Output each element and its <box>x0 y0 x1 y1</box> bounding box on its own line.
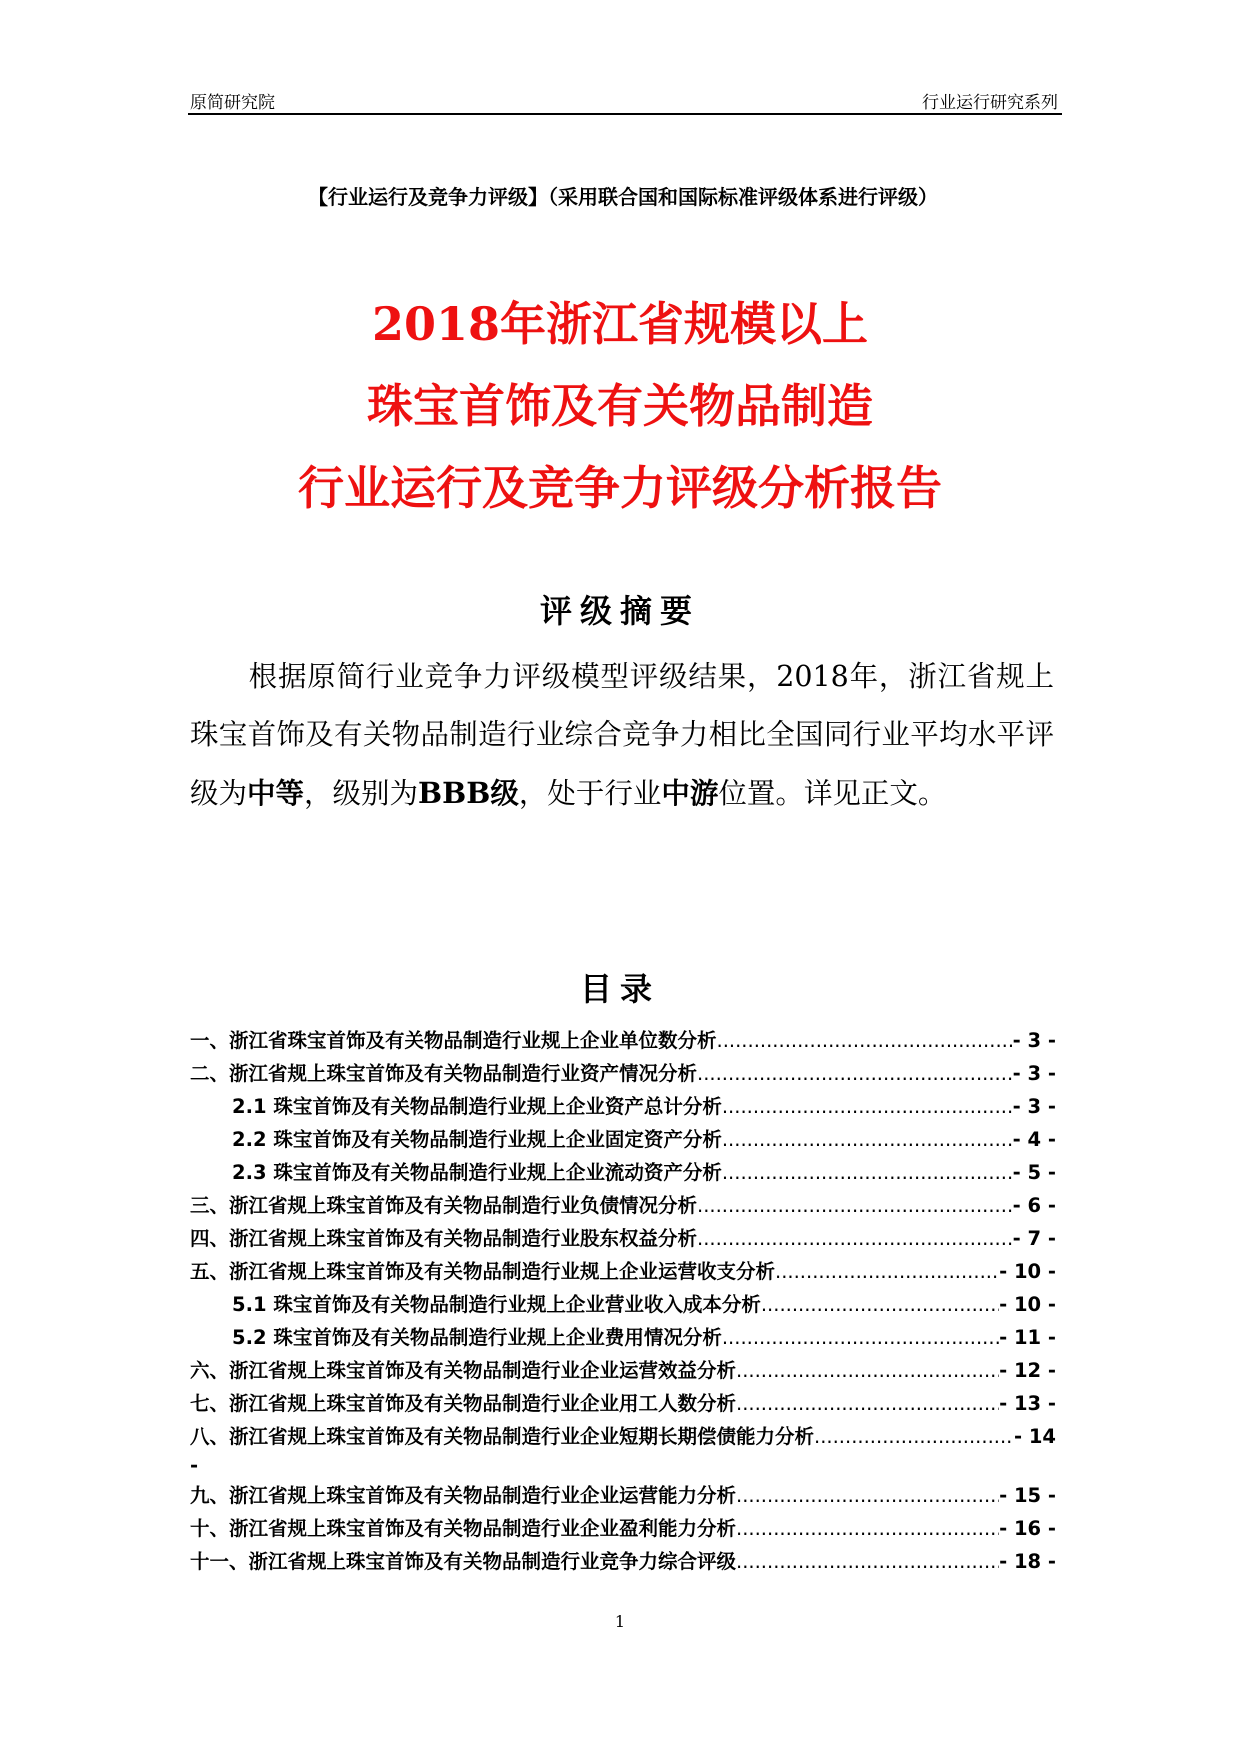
rating-grade: BBB级 <box>418 776 519 810</box>
toc-leader <box>722 1123 1013 1156</box>
toc-item[interactable]: 5.1 珠宝首饰及有关物品制造行业规上企业营业收入成本分析 ..... - 10 - <box>190 1288 1056 1321</box>
title-line-3: 行业运行及竞争力评级分析报告 <box>298 461 942 515</box>
toc-item[interactable]: 2.2 珠宝首饰及有关物品制造行业规上企业固定资产分析 ..... - 4 - <box>190 1123 1056 1156</box>
toc-item[interactable]: 5.2 珠宝首饰及有关物品制造行业规上企业费用情况分析 ..... - 11 - <box>190 1321 1056 1354</box>
toc-leader <box>722 1321 999 1354</box>
toc-item[interactable]: 七、浙江省规上珠宝首饰及有关物品制造行业企业用工人数分析 ..... - 13 - <box>190 1387 1056 1420</box>
abstract-text-2: ，级别为 <box>304 777 419 810</box>
toc-item[interactable]: 十、浙江省规上珠宝首饰及有关物品制造行业企业盈利能力分析 ..... - 16 - <box>190 1512 1056 1545</box>
subtitle: 【行业运行及竞争力评级】（采用联合国和国际标准评级体系进行评级） <box>308 185 938 209</box>
toc-leader <box>697 1057 1013 1090</box>
toc-leader <box>736 1479 999 1512</box>
header-left: 原简研究院 <box>190 93 275 113</box>
toc-leader <box>775 1255 999 1288</box>
toc-leader <box>697 1189 1013 1222</box>
toc-item[interactable]: 二、浙江省规上珠宝首饰及有关物品制造行业资产情况分析 ..... - 3 - <box>190 1057 1056 1090</box>
toc-item[interactable]: 五、浙江省规上珠宝首饰及有关物品制造行业规上企业运营收支分析 ..... - 10 - <box>190 1255 1056 1288</box>
toc-leader <box>736 1354 999 1387</box>
toc-heading: 目录 <box>579 970 660 1008</box>
abstract-paragraph <box>190 648 1054 823</box>
toc-item[interactable]: 四、浙江省规上珠宝首饰及有关物品制造行业股东权益分析 ..... - 7 - <box>190 1222 1056 1255</box>
toc-item[interactable]: 九、浙江省规上珠宝首饰及有关物品制造行业企业运营能力分析 ..... - 15 - <box>190 1479 1056 1512</box>
rating-position: 中游 <box>661 776 719 810</box>
toc-item[interactable]: 六、浙江省规上珠宝首饰及有关物品制造行业企业运营效益分析 ..... - 12 - <box>190 1354 1056 1387</box>
toc-leader <box>814 1420 1014 1453</box>
toc-leader <box>761 1288 999 1321</box>
toc-item[interactable]: 2.1 珠宝首饰及有关物品制造行业规上企业资产总计分析 ..... - 3 - <box>190 1090 1056 1123</box>
page-number: 1 <box>614 1612 626 1631</box>
toc-item[interactable]: 三、浙江省规上珠宝首饰及有关物品制造行业负债情况分析 ..... - 6 - <box>190 1189 1056 1222</box>
toc-item[interactable]: 2.3 珠宝首饰及有关物品制造行业规上企业流动资产分析 ..... - 5 - <box>190 1156 1056 1189</box>
rating-level: 中等 <box>247 776 305 810</box>
abstract-text-1: 根据原简行业竞争力评级模型评级结果，2018年，浙江省规上珠宝首饰及有关物品制造行业综合竞争力相比全国同行业平均水平评级为 <box>190 660 1054 810</box>
title-line-1: 2018年浙江省规模以上 <box>371 297 869 351</box>
toc-leader <box>717 1024 1013 1057</box>
toc-leader <box>722 1090 1013 1123</box>
toc-overflow: - <box>190 1454 199 1477</box>
toc-leader <box>722 1156 1013 1189</box>
toc-item[interactable]: 十一、浙江省规上珠宝首饰及有关物品制造行业竞争力综合评级 ..... - 18 - <box>190 1545 1056 1578</box>
toc-leader <box>736 1512 999 1545</box>
toc-leader <box>736 1387 999 1420</box>
toc-leader <box>697 1222 1013 1255</box>
table-of-contents <box>190 1024 1056 1578</box>
title-line-2: 珠宝首饰及有关物品制造 <box>367 379 873 433</box>
header-right: 行业运行研究系列 <box>922 93 1058 113</box>
abstract-text-3: ，处于行业 <box>518 777 662 810</box>
toc-item[interactable]: 一、浙江省珠宝首饰及有关物品制造行业规上企业单位数分析 ..... - 3 - <box>190 1024 1056 1057</box>
toc-item[interactable]: 八、浙江省规上珠宝首饰及有关物品制造行业企业短期长期偿债能力分析 ..... - 14 <box>190 1420 1056 1453</box>
header-rule <box>188 113 1062 115</box>
abstract-text-4: 位置。详见正文。 <box>718 777 947 810</box>
abstract-heading: 评级摘要 <box>539 592 700 630</box>
toc-leader <box>736 1545 999 1578</box>
